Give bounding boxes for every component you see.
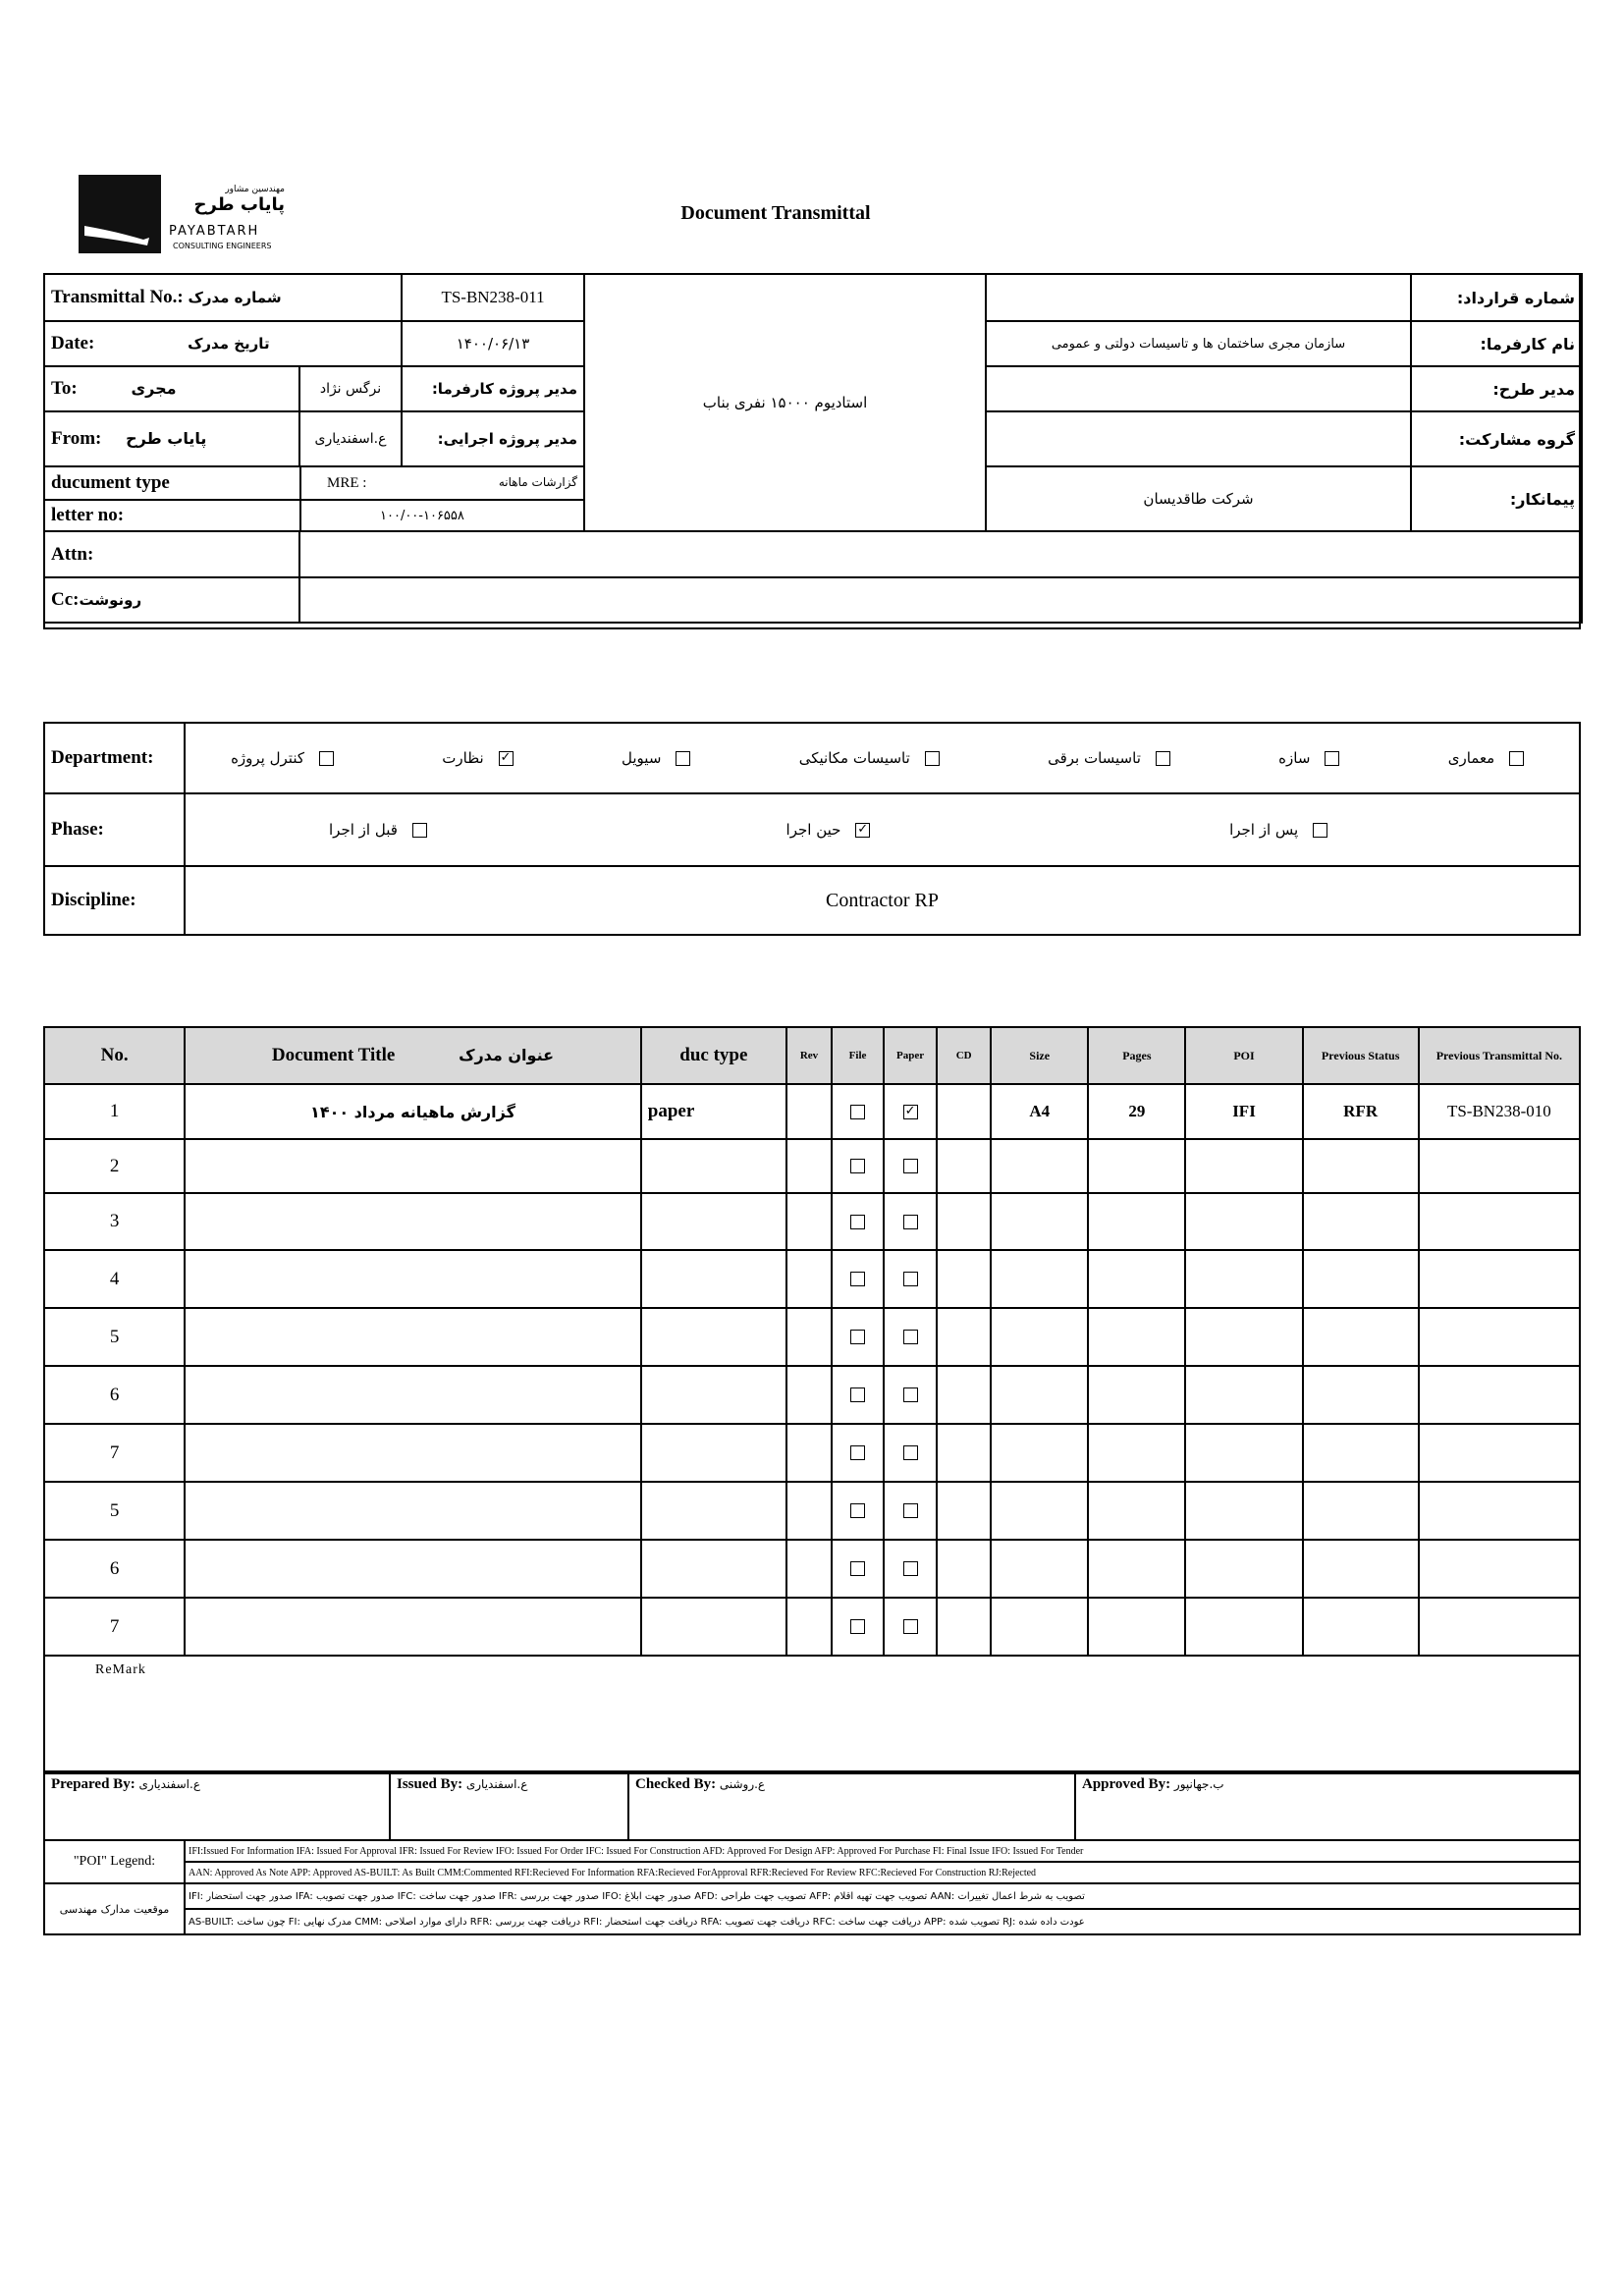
remark-row [44,1656,1580,1773]
checked-by-cell [628,1771,1075,1840]
file-checkbox[interactable] [850,1387,865,1402]
transmittal-no-label: Transmittal No.: [51,287,184,307]
cell-poi [1185,1193,1302,1250]
department-options [185,723,1580,793]
issued-by-value: ع.اسفندیاری [465,1777,528,1791]
cell-title [185,1139,641,1193]
cell-prev-trans [1419,1598,1580,1656]
cc-label: Cc: [51,589,80,610]
cell-pages [1088,1250,1185,1308]
cell-no: 5 [44,1308,185,1366]
cell-cd [937,1250,991,1308]
doc-type-letter-cell [44,466,584,531]
department-option [1448,749,1524,767]
cell-cd [937,1193,991,1250]
department-option [442,749,513,767]
phase-options [185,793,1580,866]
letter-value: ۱۰۰/۰۰-۱۰۶۵۵۸ [300,500,583,530]
cell-rev [786,1482,832,1540]
cell-pages [1088,1193,1185,1250]
cell-title [185,1308,641,1366]
col-title-fa: عنوان مدرک [459,1046,555,1064]
to-cell [44,366,299,411]
department-option-label: تاسیسات برقی [1048,749,1141,767]
doc-type-cell [300,467,583,500]
logo-subtitle: CONSULTING ENGINEERS [173,242,272,250]
cell-prev-trans [1419,1308,1580,1366]
cell-type [641,1540,786,1598]
cell-pages [1088,1308,1185,1366]
file-cell [832,1598,884,1656]
discipline-value: Contractor RP [185,866,1580,935]
cell-title [185,1424,641,1482]
issued-by-label: Issued By: [397,1776,463,1792]
cell-pages: 29 [1088,1084,1185,1139]
paper-cell [884,1540,937,1598]
file-cell [832,1540,884,1598]
cell-type [641,1308,786,1366]
file-cell [832,1084,884,1139]
cell-cd [937,1540,991,1598]
cell-rev [786,1308,832,1366]
file-checkbox[interactable] [850,1503,865,1518]
phase-option-label: قبل از اجرا [329,821,398,839]
paper-checkbox[interactable]: ✓ [903,1105,918,1119]
cell-pages [1088,1366,1185,1424]
cell-prev-status [1303,1193,1419,1250]
col-title-en: Document Title [271,1045,396,1065]
cell-prev-status: RFR [1303,1084,1419,1139]
phase-option-label: پس از اجرا [1229,821,1299,839]
department-checkbox[interactable] [1325,751,1339,766]
cell-size [991,1598,1088,1656]
cell-title [185,1540,641,1598]
cell-size [991,1308,1088,1366]
legend-line-2: AAN: Approved As Note APP: Approved AS-BUILT: As Built CMM:Commented RFI:Recieved For Information RFA:Recieved ForApproval RFR:Recieved For Review RFC:Recieved For Construction RJ:Rejected [185,1862,1580,1883]
doc-type-label: ducument type [45,467,300,500]
department-label: Department: [44,723,185,793]
transmittal-no-label-cell [44,274,402,321]
paper-checkbox[interactable] [903,1445,918,1460]
file-cell [832,1250,884,1308]
cell-rev [786,1084,832,1139]
phase-label: Phase: [44,793,185,866]
cell-cd [937,1598,991,1656]
paper-cell [884,1308,937,1366]
cell-poi: IFI [1185,1084,1302,1139]
col-size: Size [991,1027,1088,1084]
cell-title [185,1250,641,1308]
col-type: duc type [641,1027,786,1084]
cell-prev-trans [1419,1250,1580,1308]
cell-title [185,1482,641,1540]
cell-size [991,1193,1088,1250]
phase-option [1229,821,1327,839]
cell-cd [937,1366,991,1424]
contract-value [986,274,1411,321]
cell-title [185,1598,641,1656]
table-row [44,1139,1580,1193]
prepared-by-cell [44,1771,390,1840]
department-checkbox[interactable] [925,751,940,766]
cell-no: 1 [44,1084,185,1139]
poi-legend-label: "POI" Legend: [44,1840,185,1883]
cell-type [641,1366,786,1424]
cell-rev [786,1598,832,1656]
date-label: Date: [51,333,95,354]
cell-cd [937,1139,991,1193]
cell-type [641,1193,786,1250]
phase-option-row [191,821,1573,839]
cell-size [991,1139,1088,1193]
table-row [44,1366,1580,1424]
cell-poi [1185,1308,1302,1366]
logo-fa-small: مهندسین مشاور [225,185,285,194]
paper-checkbox[interactable] [903,1330,918,1344]
paper-checkbox[interactable] [903,1561,918,1576]
approved-by-label: Approved By: [1082,1776,1171,1792]
page-title: Document Transmittal [680,202,871,224]
cell-prev-status [1303,1482,1419,1540]
cell-prev-status [1303,1598,1419,1656]
cell-size [991,1540,1088,1598]
table-row [44,1193,1580,1250]
cell-no: 6 [44,1540,185,1598]
table-row [44,1250,1580,1308]
cell-prev-trans [1419,1540,1580,1598]
col-file: File [832,1027,884,1084]
cell-prev-status [1303,1540,1419,1598]
remark-label: ReMark [95,1662,146,1677]
from-value: پایاب طرح [126,429,207,448]
file-checkbox[interactable] [850,1619,865,1634]
col-no: No. [44,1027,185,1084]
cell-prev-trans: TS-BN238-010 [1419,1084,1580,1139]
file-cell [832,1366,884,1424]
cell-no: 4 [44,1250,185,1308]
cell-rev [786,1193,832,1250]
cell-rev [786,1424,832,1482]
cell-type [641,1482,786,1540]
transmittal-info-table [43,273,1583,624]
cc-cell [44,577,299,623]
department-option-label: معماری [1447,749,1495,767]
cell-prev-trans [1419,1366,1580,1424]
cell-prev-status [1303,1250,1419,1308]
cell-poi [1185,1598,1302,1656]
file-checkbox[interactable] [850,1330,865,1344]
letter-label: letter no: [45,500,300,530]
cell-type [641,1598,786,1656]
to-person: نرگس نژاد [299,366,402,411]
transmittal-no-label-fa: شماره مدرک [188,289,282,306]
approved-by-value: ب.جهانپور [1173,1777,1224,1791]
date-label-fa: تاریخ مدرک [188,335,270,353]
legend-table [43,1839,1581,1935]
paper-checkbox[interactable] [903,1272,918,1286]
paper-checkbox[interactable] [903,1215,918,1229]
cell-type [641,1424,786,1482]
cell-pages [1088,1139,1185,1193]
employer-value: سازمان مجری ساختمان ها و تاسیسات دولتی و عمومی [986,321,1411,366]
cell-no: 7 [44,1598,185,1656]
cell-no: 3 [44,1193,185,1250]
cell-no: 2 [44,1139,185,1193]
documents-header-row [44,1027,1580,1084]
cell-poi [1185,1139,1302,1193]
department-option [1278,749,1339,767]
cell-no: 7 [44,1424,185,1482]
attn-value [299,531,1582,577]
legend-line-3: IFI: صدور جهت استحضار IFA: صدور جهت تصویب IFC: صدور جهت ساخت IFR: صدور جهت بررسی IFO: صدور جهت ابلاغ AFD: تصویب جهت طراحی AFP: تصویب جهت تهیه اقلام AAN: تصویب به شرط اعمال تغییرات [185,1883,1580,1909]
cell-no: 5 [44,1482,185,1540]
cell-poi [1185,1424,1302,1482]
documents-body [44,1084,1580,1656]
cell-rev [786,1139,832,1193]
table-row [44,1598,1580,1656]
company-logo [79,175,304,259]
table-row [44,1540,1580,1598]
cell-prev-status [1303,1424,1419,1482]
col-prev-transmittal: Previous Transmittal No. [1419,1027,1580,1084]
attn-label: Attn: [44,531,299,577]
department-checkbox[interactable] [319,751,334,766]
department-option-label: کنترل پروژه [231,749,304,767]
phase-option-label: حین اجرا [785,821,841,839]
status-legend-label: موقعیت مدارک مهندسی [44,1883,185,1934]
paper-checkbox[interactable] [903,1159,918,1173]
paper-cell [884,1084,937,1139]
transmittal-no-value: TS-BN238-011 [402,274,584,321]
phase-option [786,821,871,839]
file-cell [832,1482,884,1540]
cell-poi [1185,1366,1302,1424]
paper-cell [884,1250,937,1308]
phase-checkbox[interactable] [412,823,427,838]
cell-pages [1088,1424,1185,1482]
partner-label: گروه مشارکت: [1411,411,1582,466]
doc-type-value: MRE : [327,474,367,491]
col-cd: CD [937,1027,991,1084]
paper-checkbox[interactable] [903,1503,918,1518]
cell-rev [786,1250,832,1308]
department-option-label: سازه [1278,749,1311,767]
phase-checkbox[interactable] [1313,823,1327,838]
documents-table [43,1026,1581,1774]
col-rev: Rev [786,1027,832,1084]
to-label: To: [51,378,78,399]
file-cell [832,1139,884,1193]
cell-size: A4 [991,1084,1088,1139]
doc-type-subtable [45,467,583,530]
paper-cell [884,1424,937,1482]
cell-cd [937,1424,991,1482]
cell-prev-trans [1419,1482,1580,1540]
phase-checkbox[interactable]: ✓ [855,823,870,838]
department-option [799,749,940,767]
paper-checkbox[interactable] [903,1619,918,1634]
table-row [44,1482,1580,1540]
cell-pages [1088,1482,1185,1540]
department-option [1048,749,1170,767]
cell-size [991,1424,1088,1482]
department-checkbox[interactable]: ✓ [499,751,514,766]
department-checkbox[interactable] [1509,751,1524,766]
department-checkbox[interactable] [676,751,690,766]
col-title [185,1027,641,1084]
department-option-row [191,749,1573,767]
approved-by-cell [1075,1771,1580,1840]
paper-cell [884,1482,937,1540]
cell-rev [786,1366,832,1424]
cell-poi [1185,1540,1302,1598]
cell-type [641,1250,786,1308]
col-poi: POI [1185,1027,1302,1084]
logo-en-name: PAYABTARH [169,224,260,239]
col-pages: Pages [1088,1027,1185,1084]
file-checkbox[interactable] [850,1445,865,1460]
table-row [44,1424,1580,1482]
cell-pages [1088,1540,1185,1598]
department-option [231,749,334,767]
date-label-cell [44,321,402,366]
logo-mark-icon [79,175,161,253]
contract-label: شماره قرارداد: [1411,274,1582,321]
project-name: استادیوم ۱۵۰۰۰ نفری بناب [584,274,986,531]
file-checkbox[interactable] [850,1105,865,1119]
file-checkbox[interactable] [850,1561,865,1576]
cell-title [185,1193,641,1250]
classification-table [43,722,1581,936]
cell-type: paper [641,1084,786,1139]
file-cell [832,1193,884,1250]
discipline-label: Discipline: [44,866,185,935]
department-option-label: نظارت [442,749,484,767]
paper-cell [884,1139,937,1193]
file-checkbox[interactable] [850,1215,865,1229]
cell-prev-status [1303,1139,1419,1193]
cell-poi [1185,1482,1302,1540]
department-option-label: سیویل [622,749,662,767]
cell-no: 6 [44,1366,185,1424]
contractor-value: شرکت طاقدیسان [986,466,1411,531]
file-checkbox[interactable] [850,1272,865,1286]
signatures-table [43,1770,1581,1841]
cell-type [641,1139,786,1193]
cell-size [991,1366,1088,1424]
department-option-label: تاسیسات مکانیکی [798,749,910,767]
department-checkbox[interactable] [1156,751,1170,766]
paper-cell [884,1366,937,1424]
from-cell [44,411,299,466]
doc-type-fa: گزارشات ماهانه [498,474,578,489]
contractor-label: پیمانکار: [1411,466,1582,531]
cell-prev-trans [1419,1139,1580,1193]
col-prev-status: Previous Status [1303,1027,1419,1084]
cell-size [991,1250,1088,1308]
employer-label: نام کارفرما: [1411,321,1582,366]
department-option [622,749,690,767]
cell-size [991,1482,1088,1540]
cc-label-fa: رونوشت [79,591,142,609]
legend-line-4: AS-BUILT: چون ساخت FI: مدرک نهایی CMM: دارای موارد اصلاحی RFR: دریافت جهت بررسی RFI: دریافت جهت استحضار RFA: دریافت جهت تصویب RFC: دریافت جهت ساخت APP: تصویب شده RJ: عودت داده شده [185,1909,1580,1934]
from-label: From: [51,428,102,449]
cc-value [299,577,1582,623]
checked-by-label: Checked By: [635,1776,717,1792]
file-checkbox[interactable] [850,1159,865,1173]
cell-prev-trans [1419,1424,1580,1482]
date-value: ۱۴۰۰/۰۶/۱۳ [402,321,584,366]
cell-prev-trans [1419,1193,1580,1250]
paper-cell [884,1193,937,1250]
legend-line-1: IFI:Issued For Information IFA: Issued For Approval IFR: Issued For Review IFO: Issued For Order IFC: Issued For Construction AFD: Approved For Design AFP: Approved For Purchase FI: Final Issue IFO: Issued For Tender [185,1840,1580,1862]
paper-checkbox[interactable] [903,1387,918,1402]
checked-by-value: ع.روشنی [719,1777,766,1791]
cell-cd [937,1308,991,1366]
cell-rev [786,1540,832,1598]
from-person: ع.اسفندیاری [299,411,402,466]
file-cell [832,1424,884,1482]
to-value: مجری [131,379,177,398]
prepared-by-label: Prepared By: [51,1776,135,1792]
cell-poi [1185,1250,1302,1308]
prepared-by-value: ع.اسفندیاری [138,1777,200,1791]
remark-cell [44,1656,1580,1773]
issued-by-cell [390,1771,628,1840]
exec-pm-label: مدیر پروژه اجرایی: [402,411,584,466]
cell-cd [937,1482,991,1540]
file-cell [832,1308,884,1366]
paper-cell [884,1598,937,1656]
design-mgr-value [986,366,1411,411]
table-row [44,1308,1580,1366]
cell-cd [937,1084,991,1139]
col-paper: Paper [884,1027,937,1084]
client-pm-label: مدیر پروژه کارفرما: [402,366,584,411]
cell-pages [1088,1598,1185,1656]
cell-prev-status [1303,1308,1419,1366]
design-mgr-label: مدیر طرح: [1411,366,1582,411]
logo-fa-name: پایاب طرح [193,194,285,215]
table-row [44,1084,1580,1139]
phase-option [329,821,427,839]
cell-title [185,1366,641,1424]
cell-prev-status [1303,1366,1419,1424]
partner-value [986,411,1411,466]
cell-title: گزارش ماهیانه مرداد ۱۴۰۰ [185,1084,641,1139]
